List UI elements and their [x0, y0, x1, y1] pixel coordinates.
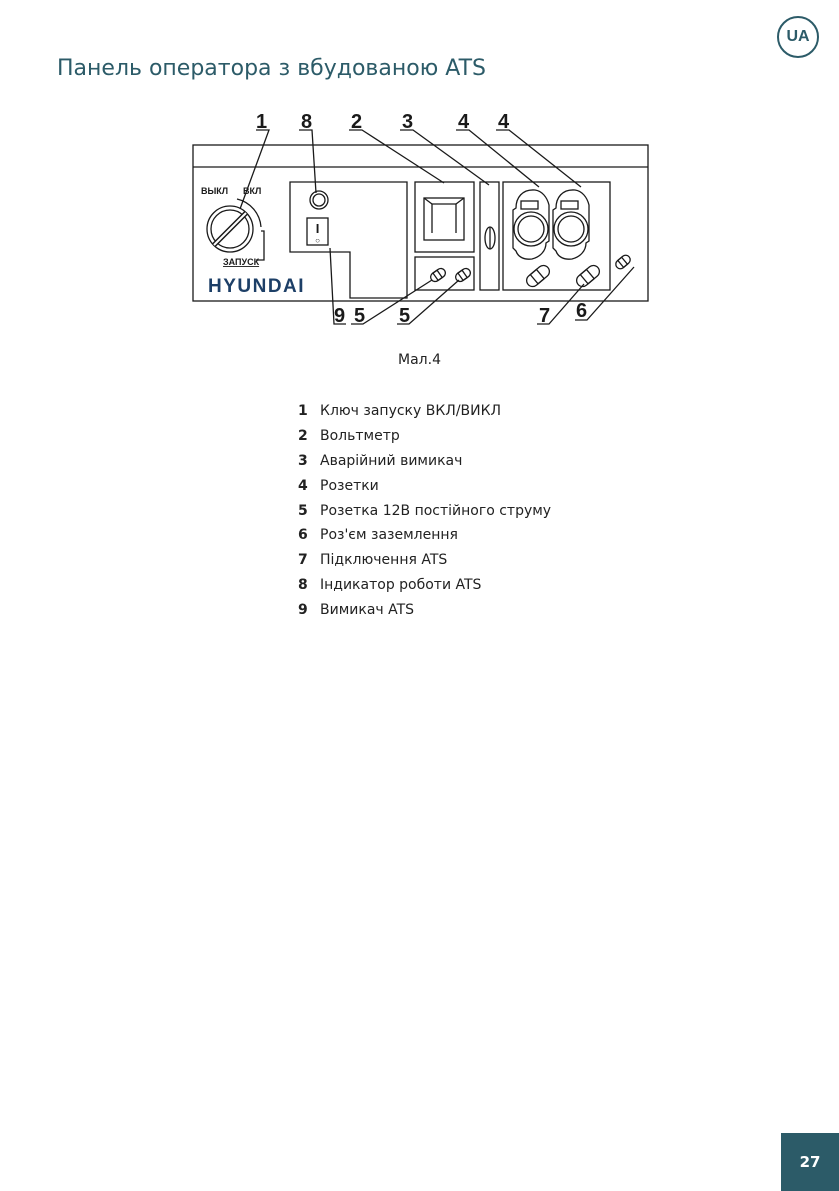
ac-socket-left: [513, 190, 549, 259]
legend-item: [298, 573, 551, 598]
ground-terminal: [614, 253, 632, 270]
legend-number: 6: [298, 527, 308, 544]
callout-number: 2: [351, 111, 363, 133]
callout-number: 4: [458, 111, 470, 133]
page-title: Панель оператора з вбудованою ATS: [57, 56, 486, 81]
ats-connection-left: [524, 263, 552, 289]
callout-number: 3: [402, 111, 414, 133]
legend-item: [298, 523, 551, 548]
legend-number: 5: [298, 502, 308, 519]
legend-item: [298, 548, 551, 573]
operator-panel-diagram: [180, 105, 660, 340]
ac-socket-right: [553, 190, 589, 259]
legend-text: Аварійний вимикач: [320, 452, 463, 469]
callout-number: 9: [334, 305, 346, 327]
callout-number: 6: [576, 300, 588, 322]
key-switch: [207, 199, 264, 260]
ats-switch-off-mark: ○: [315, 236, 320, 245]
legend-text: Ключ запуску ВКЛ/ВИКЛ: [320, 403, 502, 420]
legend-text: Вольтметр: [320, 428, 400, 445]
legend-text: Підключення ATS: [320, 552, 448, 569]
callout-number: 4: [498, 111, 510, 133]
brand-logo: HYUNDAI: [208, 276, 306, 297]
circuit-breaker: [480, 182, 499, 290]
legend-number: 3: [298, 452, 308, 469]
legend-number: 7: [298, 552, 308, 569]
legend-text: Розетки: [320, 477, 379, 494]
legend-number: 2: [298, 428, 308, 445]
legend-number: 1: [298, 403, 308, 420]
ats-block: [290, 182, 407, 298]
key-off-label: ВЫКЛ: [201, 186, 229, 196]
legend-item: [298, 473, 551, 498]
callout-number: 5: [354, 305, 366, 327]
key-start-label: ЗАПУСК: [223, 257, 260, 267]
callout-number: 1: [256, 111, 268, 133]
legend-item: [298, 424, 551, 449]
legend-item: [298, 449, 551, 474]
figure-caption: Мал.4: [398, 352, 441, 368]
legend-item: [298, 597, 551, 622]
ats-connection-right: [574, 263, 602, 289]
legend-text: Індикатор роботи ATS: [320, 576, 482, 593]
callout-number: 7: [539, 305, 551, 327]
legend-item: [298, 399, 551, 424]
ac-socket-block: [503, 182, 610, 290]
legend-text: Роз'єм заземлення: [320, 527, 458, 544]
legend-item: [298, 498, 551, 523]
voltmeter: [415, 182, 474, 252]
page-number: 27: [781, 1133, 839, 1191]
callout-number: 5: [399, 305, 411, 327]
legend-text: Розетка 12В постійного струму: [320, 502, 552, 519]
legend-number: 4: [298, 477, 308, 494]
legend-list: [298, 399, 551, 622]
ats-switch-on-mark: I: [315, 221, 320, 236]
language-badge: UA: [777, 16, 819, 58]
callout-number: 8: [301, 111, 313, 133]
key-on-label: ВКЛ: [243, 186, 262, 196]
legend-number: 8: [298, 576, 308, 593]
legend-number: 9: [298, 601, 308, 618]
legend-text: Вимикач ATS: [320, 601, 415, 618]
